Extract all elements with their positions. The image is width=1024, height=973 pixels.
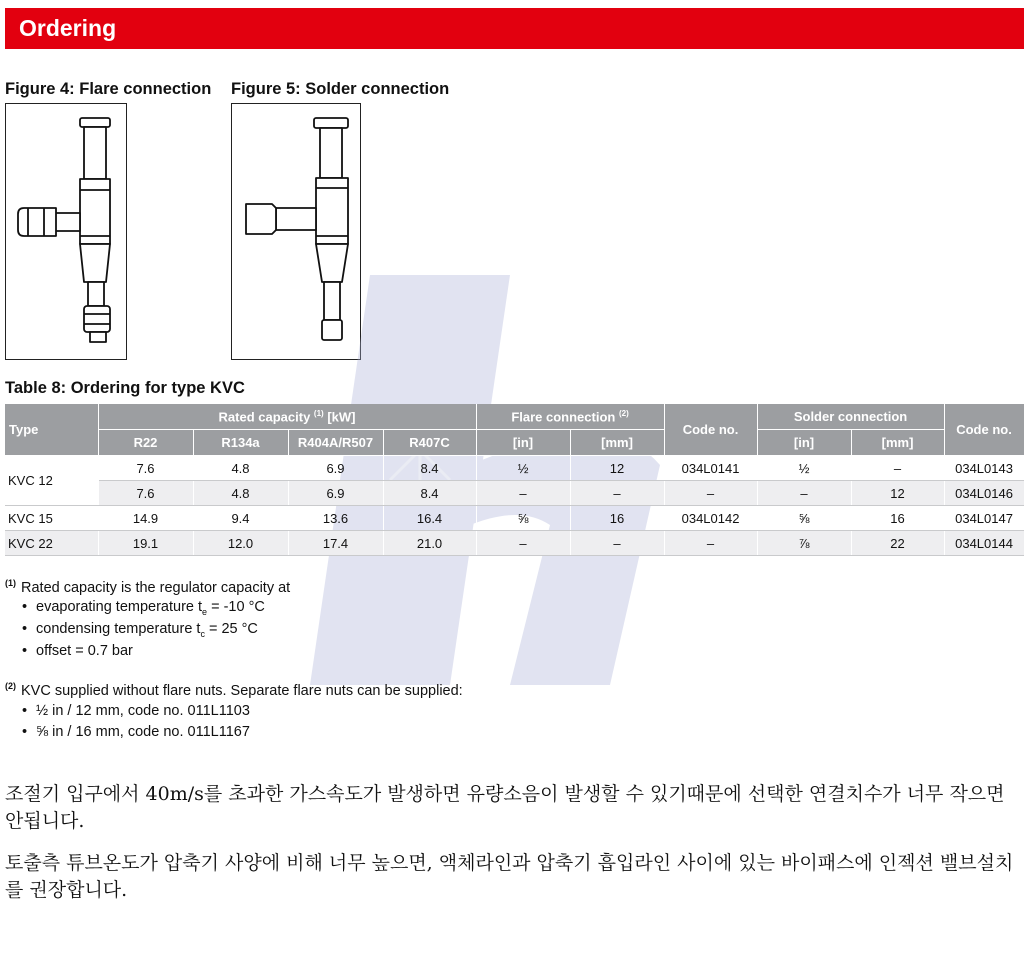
- solder-mm-cell: 16: [851, 506, 944, 531]
- footnote-2-bullet-2: • ⅝ in / 16 mm, code no. 011L1167: [22, 724, 250, 740]
- footnote-2-text: KVC supplied without flare nuts. Separate flare nuts can be supplied:: [21, 682, 463, 699]
- table-row: [5, 531, 1024, 556]
- bullet-subscript: e: [202, 606, 208, 617]
- rated-capacity-unit: [kW]: [327, 409, 356, 425]
- r404a-cell: 17.4: [288, 531, 383, 556]
- header-r407c: R407C: [383, 430, 476, 456]
- bullet-subscript: c: [200, 628, 205, 639]
- flare-connection-footnote-mark: (2): [618, 408, 629, 418]
- rated-capacity-label: Rated capacity: [218, 409, 311, 425]
- code-solder-cell: 034L0146: [944, 481, 1024, 506]
- flare-in-cell: –: [476, 481, 570, 506]
- type-cell: KVC 12: [5, 456, 98, 506]
- figure-4-flare-drawing: [5, 103, 127, 360]
- korean-paragraph-1: 조절기 입구에서 40m/s를 초과한 가스속도가 발생하면 유량소음이 발생할 수 있기때문에 선택한 연결치수가 너무 작으면 안됩니다.: [5, 783, 1005, 832]
- header-flare-connection: [476, 404, 664, 430]
- bullet-text: = -10 °C: [207, 599, 265, 615]
- footnote-1-text: Rated capacity is the regulator capacity at: [21, 579, 291, 596]
- bullet-text: evaporating temperature t: [36, 599, 203, 615]
- footnote-1-bullet-2: • condensing temperature $t_c = 25$ °C: [22, 621, 258, 639]
- bullet-text: ⅝ in / 16 mm, code no. 011L1167: [36, 724, 250, 740]
- solder-mm-cell: 12: [851, 481, 944, 506]
- header-r22: R22: [98, 430, 193, 456]
- r407c-cell: 8.4: [383, 481, 476, 506]
- footnote-1-bullet-3: • offset = 0.7 bar: [22, 643, 133, 659]
- header-flare-in: [in]: [476, 430, 570, 456]
- r22-cell: 7.6: [98, 456, 193, 481]
- r407c-cell: 16.4: [383, 506, 476, 531]
- solder-in-cell: ⅝: [757, 506, 851, 531]
- r22-cell: 19.1: [98, 531, 193, 556]
- flare-in-cell: ½: [476, 456, 570, 481]
- flare-in-cell: –: [476, 531, 570, 556]
- footnote-1: [5, 578, 290, 596]
- r134a-cell: 9.4: [193, 506, 288, 531]
- code-solder-cell: 034L0143: [944, 456, 1024, 481]
- footnote-2-mark: (2): [5, 681, 16, 691]
- flare-mm-cell: –: [570, 531, 664, 556]
- solder-valve-illustration: [232, 104, 360, 359]
- bullet-text: = 25 °C: [204, 621, 258, 637]
- figure-4-title: Figure 4: Flare connection: [5, 80, 212, 98]
- section-title: Ordering: [19, 15, 117, 41]
- code-solder-cell: 034L0147: [944, 506, 1024, 531]
- table-title: Table 8: Ordering for type KVC: [5, 379, 245, 397]
- table-row: [5, 456, 1024, 481]
- solder-in-cell: –: [757, 481, 851, 506]
- bullet-text: condensing temperature t: [36, 621, 201, 637]
- header-r404a: R404A/R507: [288, 430, 383, 456]
- code-solder-cell: 034L0144: [944, 531, 1024, 556]
- type-cell: KVC 22: [5, 531, 98, 556]
- ordering-table: [5, 404, 1024, 556]
- r134a-cell: 4.8: [193, 481, 288, 506]
- code-flare-cell: 034L0142: [664, 506, 757, 531]
- code-flare-cell: –: [664, 481, 757, 506]
- r22-cell: 7.6: [98, 481, 193, 506]
- figure-5-solder-drawing: [231, 103, 361, 360]
- header-solder-connection: Solder connection: [757, 404, 944, 430]
- header-code-no-solder: Code no.: [944, 404, 1024, 456]
- flare-connection-label: Flare connection: [511, 409, 616, 425]
- section-banner: [5, 8, 1024, 49]
- header-r134a: R134a: [193, 430, 288, 456]
- table-row: [5, 481, 1024, 506]
- r22-cell: 14.9: [98, 506, 193, 531]
- footnote-2: [5, 681, 463, 699]
- solder-in-cell: ⅞: [757, 531, 851, 556]
- rated-capacity-footnote-mark: (1): [313, 408, 324, 418]
- flare-mm-cell: 12: [570, 456, 664, 481]
- header-solder-in: [in]: [757, 430, 851, 456]
- solder-mm-cell: –: [851, 456, 944, 481]
- header-row-2: [5, 430, 1024, 456]
- footnote-2-bullet-1: • ½ in / 12 mm, code no. 011L1103: [22, 703, 250, 719]
- header-flare-mm: [mm]: [570, 430, 664, 456]
- footnote-1-mark: (1): [5, 578, 16, 588]
- r134a-cell: 12.0: [193, 531, 288, 556]
- r404a-cell: 6.9: [288, 481, 383, 506]
- r134a-cell: 4.8: [193, 456, 288, 481]
- bullet-text: offset = 0.7 bar: [36, 643, 133, 659]
- r407c-cell: 8.4: [383, 456, 476, 481]
- header-rated-capacity: [98, 404, 476, 430]
- korean-paragraph-2: 토출측 튜브온도가 압축기 사양에 비해 너무 높으면, 액체라인과 압축기 흡입라인 사이에 있는 바이패스에 인젝션 밸브설치를 권장합니다.: [5, 852, 1014, 901]
- solder-in-cell: ½: [757, 456, 851, 481]
- figure-5-title: Figure 5: Solder connection: [231, 80, 450, 98]
- flare-mm-cell: 16: [570, 506, 664, 531]
- flare-in-cell: ⅝: [476, 506, 570, 531]
- flare-mm-cell: –: [570, 481, 664, 506]
- header-solder-mm: [mm]: [851, 430, 944, 456]
- code-flare-cell: –: [664, 531, 757, 556]
- header-type: Type: [5, 404, 98, 456]
- r404a-cell: 13.6: [288, 506, 383, 531]
- r404a-cell: 6.9: [288, 456, 383, 481]
- type-cell: KVC 15: [5, 506, 98, 531]
- solder-mm-cell: 22: [851, 531, 944, 556]
- footnote-1-bullet-1: • evaporating temperature $t_e = -10$ °C: [22, 599, 265, 617]
- flare-valve-illustration: [6, 104, 126, 359]
- bullet-text: ½ in / 12 mm, code no. 011L1103: [36, 703, 250, 719]
- code-flare-cell: 034L0141: [664, 456, 757, 481]
- header-code-no-flare: Code no.: [664, 404, 757, 456]
- header-row-1: [5, 404, 1024, 430]
- table-row: [5, 506, 1024, 531]
- r407c-cell: 21.0: [383, 531, 476, 556]
